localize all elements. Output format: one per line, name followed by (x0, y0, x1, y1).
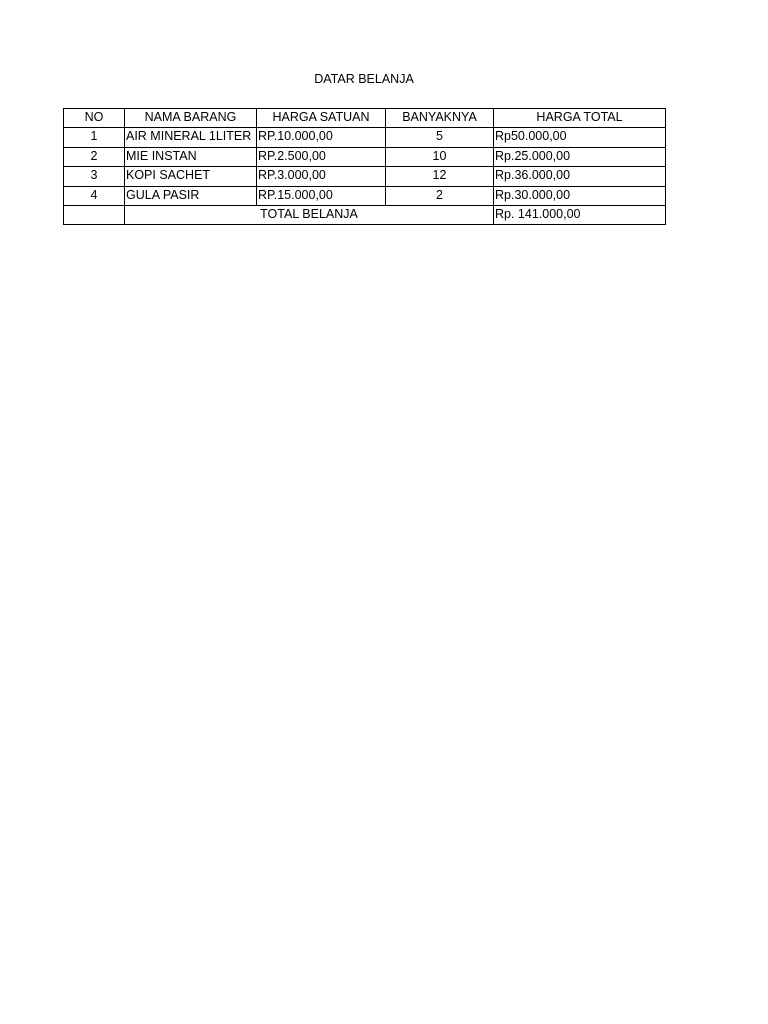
header-harga-satuan: HARGA SATUAN (257, 109, 386, 128)
table-row (64, 147, 666, 166)
table-header-row (64, 109, 666, 128)
shopping-list-table (63, 108, 666, 225)
table-row (64, 186, 666, 205)
cell-harga-satuan: RP.15.000,00 (257, 186, 386, 205)
header-harga-total: HARGA TOTAL (494, 109, 666, 128)
cell-banyaknya: 12 (386, 167, 494, 186)
table-row (64, 167, 666, 186)
cell-harga-total: Rp50.000,00 (494, 128, 666, 147)
header-banyaknya: BANYAKNYA (386, 109, 494, 128)
cell-harga-total: Rp.25.000,00 (494, 147, 666, 166)
cell-empty (64, 205, 125, 224)
header-nama-barang: NAMA BARANG (125, 109, 257, 128)
cell-harga-satuan: RP.3.000,00 (257, 167, 386, 186)
cell-banyaknya: 10 (386, 147, 494, 166)
header-no: NO (64, 109, 125, 128)
page-title: DATAR BELANJA (314, 72, 414, 86)
cell-nama-barang: AIR MINERAL 1LITER (125, 128, 257, 147)
cell-banyaknya: 5 (386, 128, 494, 147)
total-value: Rp. 141.000,00 (494, 205, 666, 224)
cell-harga-total: Rp.30.000,00 (494, 186, 666, 205)
table-total-row (64, 205, 666, 224)
cell-banyaknya: 2 (386, 186, 494, 205)
cell-nama-barang: GULA PASIR (125, 186, 257, 205)
cell-no: 2 (64, 147, 125, 166)
cell-no: 3 (64, 167, 125, 186)
cell-harga-satuan: RP.2.500,00 (257, 147, 386, 166)
table-row (64, 128, 666, 147)
cell-harga-total: Rp.36.000,00 (494, 167, 666, 186)
cell-no: 1 (64, 128, 125, 147)
cell-nama-barang: MIE INSTAN (125, 147, 257, 166)
total-label: TOTAL BELANJA (125, 205, 494, 224)
cell-no: 4 (64, 186, 125, 205)
cell-nama-barang: KOPI SACHET (125, 167, 257, 186)
cell-harga-satuan: RP.10.000,00 (257, 128, 386, 147)
